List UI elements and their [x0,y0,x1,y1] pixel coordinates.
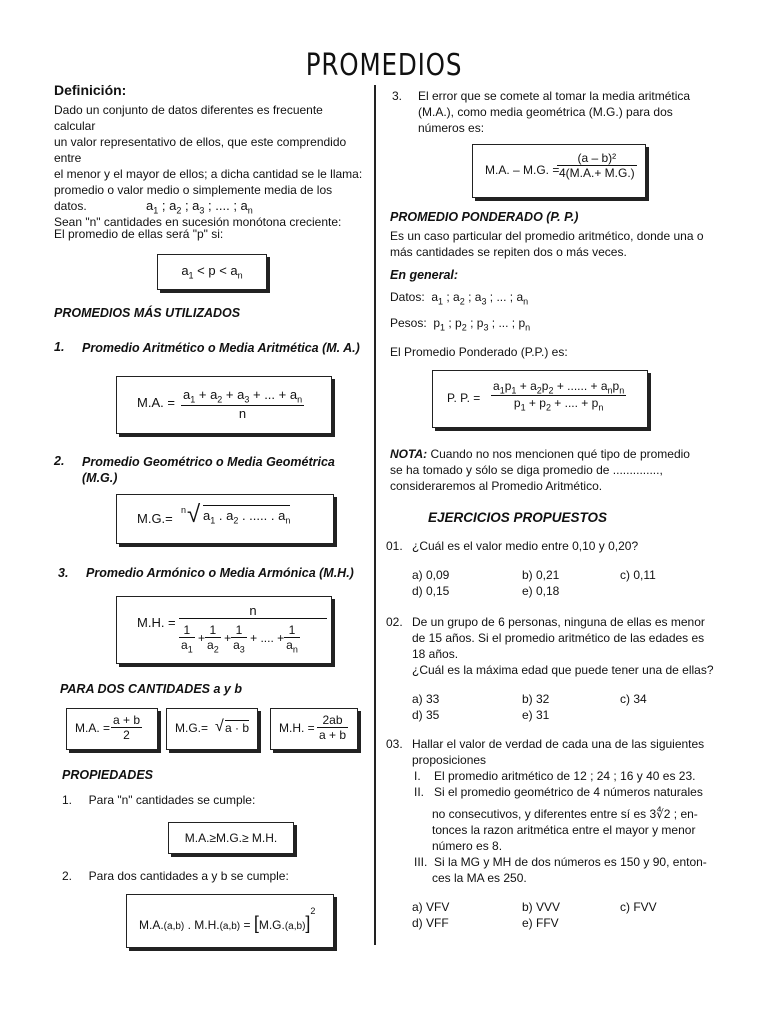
nota-line: consideraremos al Promedio Aritmético. [390,479,603,493]
q2-line: De un grupo de 6 personas, ninguna de ellas es menor [412,615,705,629]
datos-line: Datos: $a_1$ ; $a_2$ ; $a_3$ ; ... ; $a_n$ [390,290,529,307]
r-item3-num: 3. [392,89,403,103]
item1-num: 1. [54,340,65,354]
dos-ma-den: 2 [123,728,130,742]
prop1-formula: M.A.≥M.G.≥ M.H. [168,822,294,854]
nota-line: se ha tomado y sólo se diga promedio de .............., [390,463,663,477]
dos-mh-box [270,708,358,750]
propiedades-heading: PROPIEDADES [62,768,153,782]
nota-block [390,446,720,494]
ponderado-text [390,228,720,260]
mh-formula-box [116,596,332,664]
mh-denominator: $\frac{1}{a_1}$ + $\frac{1}{a_2}$ + $\frac{1}{a_3}$ + .... + $\frac{1}{a_n}$ [181,623,298,655]
pp-label: P. P. = [447,391,481,405]
q1-opt-c: c) 0,11 [620,568,656,582]
definicion-line: el menor y el mayor de ellos; a dicha cantidad se le llama: [54,167,363,181]
prop2-text: 2. Para dos cantidades a y b se cumple: [62,869,289,883]
definicion-line: Sean "n" cantidades en sucesión monótona creciente: [54,215,342,229]
item3-num: 3. [58,566,69,580]
item3-title: Promedio Armónico o Media Armónica (M.H.) [86,566,354,580]
q3-prop-i: I. El promedio aritmético de 12 ; 24 ; 16 y 40 es 23. [414,769,696,783]
item2-title: Promedio Geométrico o Media Geométrica (M.G.) [82,455,335,485]
r-item3-line: El error que se comete al tomar la media aritmética [418,89,691,103]
definicion-line: Dado un conjunto de datos diferentes es frecuente calcular [54,103,323,133]
mg-label: M.G.= [137,511,173,526]
q1-num: 01. [386,539,403,553]
pesos-line: Pesos: $p_1$ ; $p_2$ ; $p_3$ ; ... ; $p_n$ [390,316,531,333]
pp-formula-box: P. P. = $a_1p_1 + a_2p_2$ + ...... + $a_np_n$ $p_1 + p_2$ + .... + $p_n$ [432,370,648,428]
q2-text [412,614,722,678]
q2-opt-d: d) 35 [412,708,440,722]
mh-numerator: n [179,603,327,619]
r-item3-line: (M.A.), como media geométrica (M.G.) para dos [418,105,673,119]
ponderado-line: más cantidades se repiten dos o más veces. [390,245,627,259]
dos-mh-den: a + b [319,728,347,742]
inequality-box: $a_1 < p < a_n$ [157,254,267,290]
dos-mh-num: 2ab [317,713,348,728]
q2-opt-b: b) 32 [522,692,550,706]
prop2-formula: M.A.(a,b) . $M.H.(a,b) = [M.G.(a,b)]^2$ [139,906,316,933]
dos-ma-label: M.A. = [75,721,111,735]
ponderado-heading: PROMEDIO PONDERADO (P. P.) [390,210,579,224]
promedio-line: El promedio de ellas será "p" si: [54,227,224,241]
q1-opt-e: e) 0,18 [522,584,560,598]
dos-mg-radicand: a · b [225,721,250,735]
error-label: M.A. – M.G. = [485,163,560,177]
r-item3-text [418,88,708,136]
ma-label: M.A. = [137,395,175,410]
q2-line: de 15 años. Si el promedio aritmético de las edades es [412,631,705,645]
dos-mg-label: M.G.= [175,721,209,735]
q3-opt-a: a) VFV [412,900,450,914]
error-num: (a – b)² [557,151,637,166]
q3-line: Hallar el valor de verdad de cada una de las siguientes [412,737,705,751]
ejercicios-heading: EJERCICIOS PROPUESTOS [428,510,608,525]
q1-text: ¿Cuál es el valor medio entre 0,10 y 0,20? [412,539,639,553]
dos-ma-num: a + b [113,713,141,727]
nota-label: NOTA: [390,447,428,461]
q3-prop-ii: II. Si el promedio geométrico de 4 números naturales [414,785,703,799]
q3-prop-ii-d: número es 8. [432,839,503,853]
q2-opt-c: c) 34 [620,692,647,706]
prop1-text: 1. Para "n" cantidades se cumple: [62,793,256,807]
r-item3-line: números es: [418,121,485,135]
q2-line: 18 años. [412,647,459,661]
definicion-line: un valor representativo de ellos, que este comprendido entre [54,135,347,165]
q3-text [412,736,722,768]
ma-denominator: n [238,405,247,421]
q3-prop-iii-b: ces la MA es 250. [432,871,527,885]
item2-num: 2. [54,454,65,468]
q2-opt-a: a) 33 [412,692,440,706]
q2-line: ¿Cuál es la máxima edad que puede tener una de ellas? [412,663,714,677]
definicion-heading: Definición: [54,82,127,98]
q2-opt-e: e) 31 [522,708,550,722]
nota-line: Cuando no nos mencionen qué tipo de promedio [430,447,690,461]
dos-mh-label: M.H. = [279,721,315,735]
sequence: $a_1$ ; $a_2$ ; $a_3$ ; .... ; $a_n$ [146,198,253,216]
q3-prop-ii-c: tonces la razon aritmética entre el mayor y menor [432,823,696,837]
q3-num: 03. [386,737,403,751]
general-heading: En general: [390,268,459,282]
q3-opt-d: d) VFF [412,916,449,930]
q1-opt-d: d) 0,15 [412,584,450,598]
q3-prop-iii: III. Si la MG y MH de dos números es 150 y 90, enton- [414,855,707,869]
item1-title: Promedio Aritmético o Media Aritmética (M. A.) [82,341,360,355]
dos-cantidades-heading: PARA DOS CANTIDADES a y b [60,682,242,696]
q1-opt-a: a) 0,09 [412,568,450,582]
dos-ma-box [66,708,158,750]
q3-line: proposiciones [412,753,487,767]
q1-opt-b: b) 0,21 [522,568,560,582]
ma-formula-box: M.A. = $\frac{a_1 + a_2 + a_3 + ... + a_n}{n}$ [116,376,332,434]
q3-opt-b: b) VVV [522,900,561,914]
q3-opt-e: e) FFV [522,916,559,930]
error-den: 4(M.A.+ M.G.) [559,166,635,180]
page-title: PROMEDIOS [305,48,463,83]
utilizados-heading: PROMEDIOS MÁS UTILIZADOS [54,306,241,320]
ponderado-line: Es un caso particular del promedio aritmético, donde una o [390,229,704,243]
prop2-formula-box [126,894,334,948]
q3-opt-c: c) FVV [620,900,657,914]
error-formula-box [472,144,646,198]
dos-mg-box: M.G.= √ a · b [166,708,258,750]
mg-formula-box: M.G.= n √ $a_1$ . $a_2$ . ..... . $a_n$ [116,494,334,544]
mh-label: M.H. = [137,615,176,630]
mg-radicand: $a_1$ . $a_2$ . ..... . $a_n$ [203,505,290,526]
q2-num: 02. [386,615,403,629]
q3-prop-ii-b: no consecutivos, y diferentes entre sí es 3∜2 ; en- [432,807,698,821]
column-divider [374,85,376,945]
pp-line: El Promedio Ponderado (P.P.) es: [390,345,568,359]
definicion-line: promedio o valor medio o simplemente media de los datos. [54,183,333,213]
